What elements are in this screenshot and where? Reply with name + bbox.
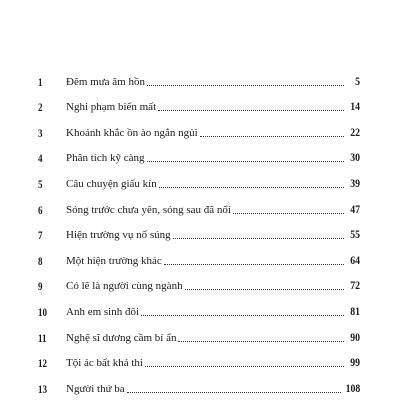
dot-leader <box>127 391 341 393</box>
chapter-title: Tội ác bất khả thi <box>66 357 143 370</box>
chapter-title: Sóng trước chưa yên, sóng sau đã nổi <box>66 203 231 216</box>
page-number: 99 <box>350 357 360 370</box>
toc-entry[interactable] <box>38 165 360 191</box>
toc-entry[interactable] <box>38 217 360 243</box>
chapter-number: 11 <box>38 330 47 345</box>
chapter-number: 9 <box>38 279 43 294</box>
page-number: 55 <box>350 229 360 242</box>
chapter-title: Có lẽ là người cùng ngành <box>66 280 183 293</box>
dot-leader <box>145 365 344 367</box>
page-number: 5 <box>355 75 360 88</box>
page-number: 108 <box>345 382 360 395</box>
chapter-title: Phân tích kỹ càng <box>66 152 145 165</box>
page-number: 64 <box>350 254 360 267</box>
dot-leader <box>200 135 344 137</box>
dot-leader <box>159 186 344 188</box>
chapter-title: Anh em sinh đôi <box>66 305 140 318</box>
toc-entry[interactable] <box>38 191 360 217</box>
dot-leader <box>147 84 344 86</box>
dot-leader <box>141 314 344 316</box>
chapter-number: 10 <box>38 304 47 319</box>
page-number: 30 <box>350 152 360 165</box>
page-number: 22 <box>350 126 360 139</box>
toc-entry[interactable] <box>38 370 360 396</box>
page-number: 90 <box>350 331 360 344</box>
table-of-contents <box>38 63 360 396</box>
dot-leader <box>185 288 344 290</box>
page-number: 47 <box>350 203 360 216</box>
dot-leader <box>158 109 344 111</box>
toc-entry[interactable] <box>38 319 360 345</box>
toc-entry[interactable] <box>38 114 360 140</box>
dot-leader <box>147 160 344 162</box>
chapter-number: 12 <box>38 356 47 371</box>
chapter-number: 13 <box>38 381 47 396</box>
chapter-number: 7 <box>38 228 43 243</box>
page-number: 14 <box>350 101 360 114</box>
chapter-number: 2 <box>38 100 43 115</box>
chapter-title: Một hiện trường khác <box>66 254 162 267</box>
toc-entry[interactable] <box>38 242 360 268</box>
chapter-title: Người thứ ba <box>66 382 125 395</box>
chapter-number: 3 <box>38 125 43 140</box>
page-number: 39 <box>350 177 360 190</box>
toc-entry[interactable] <box>38 268 360 294</box>
chapter-title: Nghệ sĩ dương cầm bí ẩn <box>66 331 177 344</box>
chapter-number: 8 <box>38 253 43 268</box>
toc-entry[interactable] <box>38 293 360 319</box>
toc-entry[interactable] <box>38 140 360 166</box>
toc-entry[interactable] <box>38 345 360 371</box>
chapter-title: Nghi phạm biến mất <box>66 101 157 114</box>
chapter-title: Khoảnh khắc ồn ào ngắn ngủi <box>66 126 198 139</box>
chapter-title: Đêm mưa âm hồn <box>66 75 145 88</box>
dot-leader <box>173 237 344 239</box>
chapter-number: 1 <box>38 74 43 89</box>
chapter-title: Hiện trường vụ nổ súng <box>66 229 171 242</box>
toc-entry[interactable] <box>38 63 360 89</box>
dot-leader <box>178 340 344 342</box>
toc-entry[interactable] <box>38 89 360 115</box>
chapter-title: Câu chuyện giấu kín <box>66 177 157 190</box>
dot-leader <box>164 263 344 265</box>
dot-leader <box>233 212 344 214</box>
chapter-number: 5 <box>38 176 43 191</box>
chapter-number: 4 <box>38 151 43 166</box>
page-number: 72 <box>350 280 360 293</box>
chapter-number: 6 <box>38 202 43 217</box>
page-number: 81 <box>350 305 360 318</box>
